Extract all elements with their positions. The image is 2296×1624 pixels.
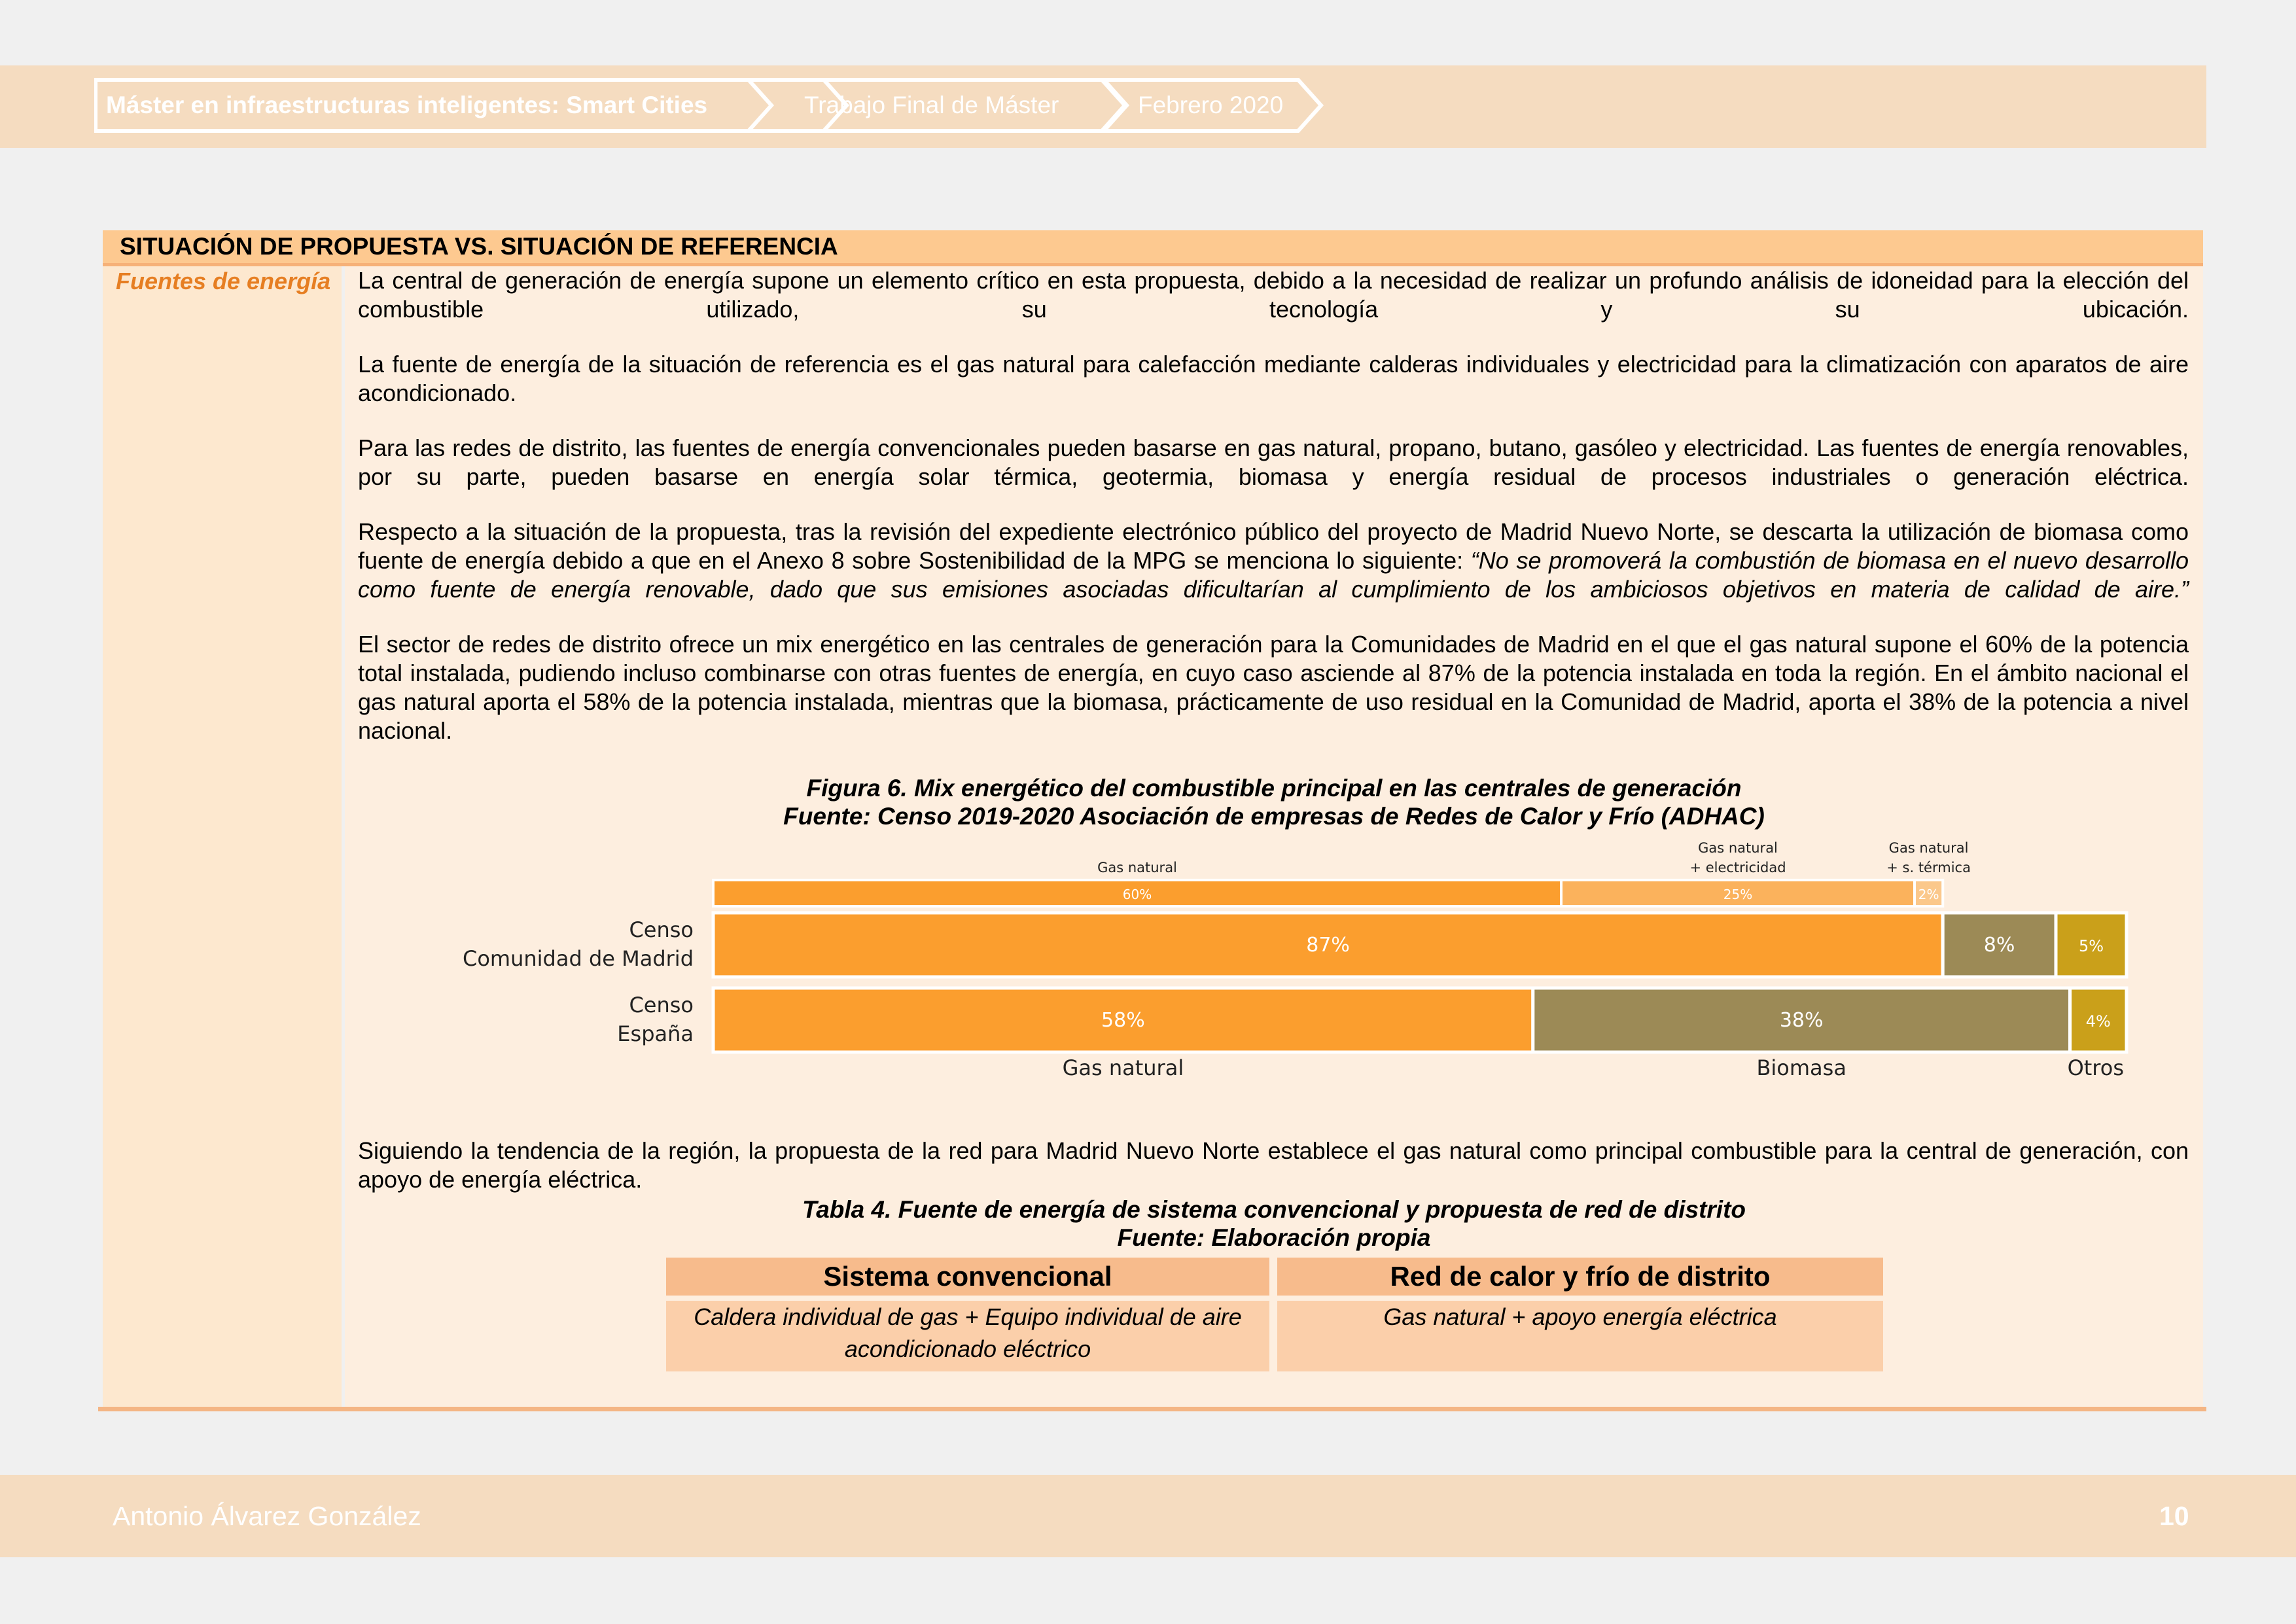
figure-caption: Figura 6. Mix energético del combustible principal en las centrales de generación	[806, 775, 1742, 802]
table-header-cell: Sistema convencional	[666, 1258, 1269, 1296]
category-label: Censo	[629, 993, 694, 1017]
energy-source-table	[666, 1258, 1883, 1373]
bar-value-label: 4%	[2085, 1012, 2111, 1031]
side-label: Fuentes de energía	[116, 268, 331, 294]
footer-author: Antonio Álvarez González	[113, 1501, 421, 1531]
breakdown-value-label: 25%	[1723, 887, 1753, 902]
paragraph: El sector de redes de distrito ofrece un mix energético en las centrales de generación para la Comunidades de Madrid en el que el gas natural supone el 60% de la potencia total instalada, pudiendo incluso combinarse con otras fuentes de energía, en cuyo caso asciende al 87% de la potencia instalada en toda la región. En el ámbito nacional el gas natural aporta el 58% de la potencia instalada, mientras que la biomasa, prácticamente de uso residual en la Comunidad de Madrid, aporta el 38% de la potencia a nivel nacional.	[358, 631, 2189, 744]
quote-text: “No se promoverá la combustión de biomasa en el nuevo desarrollo como fuente de energía renovable, dado que sus emisiones asociadas dificultarían al cumplimiento de los ambiciosos objetivos en materia de calidad de aire.”	[358, 547, 2189, 603]
series-label: Otros	[2067, 1055, 2124, 1080]
breakdown-category-label: Gas natural	[1698, 840, 1778, 856]
bar-value-label: 38%	[1779, 1009, 1824, 1032]
breadcrumb-document: Trabajo Final de Máster	[804, 92, 1059, 118]
table-cell: Gas natural + apoyo energía eléctrica	[1277, 1301, 1883, 1371]
table-header-cell: Red de calor y frío de distrito	[1277, 1258, 1883, 1296]
table-cell: Caldera individual de gas + Equipo individual de aire acondicionado eléctrico	[666, 1301, 1269, 1371]
page-number: 10	[2159, 1501, 2189, 1531]
bar-value-label: 5%	[2078, 937, 2104, 955]
energy-mix-chart	[425, 828, 2192, 1089]
table-caption: Tabla 4. Fuente de energía de sistema convencional y propuesta de red de distrito	[802, 1196, 1746, 1223]
breakdown-category-label: Gas natural	[1097, 860, 1177, 875]
footer-band	[0, 1475, 2296, 1557]
breakdown-category-label: + s. térmica	[1886, 860, 1971, 875]
bar-value-label: 87%	[1306, 934, 1350, 957]
category-label: Comunidad de Madrid	[462, 946, 694, 971]
breakdown-value-label: 2%	[1918, 887, 1939, 902]
paragraph-text: Respecto a la situación de la propuesta, tras la revisión del expediente electrónico público del proyecto de Madrid Nuevo Norte, se descarta la utilización de biomasa como fuente de energía debido a que en el Anexo 8 sobre Sostenibilidad de la MPG se menciona lo siguiente:	[358, 518, 2189, 574]
breadcrumb-program: Máster en infraestructuras inteligentes: Smart Cities	[106, 92, 708, 118]
bar-value-label: 8%	[1983, 934, 2015, 957]
breakdown-value-label: 60%	[1122, 887, 1152, 902]
paragraph: Siguiendo la tendencia de la región, la propuesta de la red para Madrid Nuevo Norte establece el gas natural como principal combustible para la central de generación, con apoyo de energía eléctrica.	[358, 1137, 2189, 1193]
side-column	[103, 266, 342, 1407]
paragraph-with-quote	[358, 518, 2189, 633]
breakdown-category-label: + electricidad	[1689, 860, 1786, 875]
breadcrumb-date: Febrero 2020	[1138, 92, 1284, 118]
category-label: España	[617, 1021, 694, 1046]
section-title: SITUACIÓN DE PROPUESTA VS. SITUACIÓN DE REFERENCIA	[120, 233, 838, 260]
bar-value-label: 58%	[1101, 1009, 1145, 1032]
series-label: Gas natural	[1062, 1055, 1184, 1080]
series-label: Biomasa	[1756, 1055, 1846, 1080]
breadcrumb	[94, 77, 1337, 133]
breakdown-category-label: Gas natural	[1888, 840, 1969, 856]
paragraph: Para las redes de distrito, las fuentes de energía convencionales pueden basarse en gas natural, propano, butano, gasóleo y electricidad. Las fuentes de energía renovables, por su parte, pueden basarse en energía solar térmica, geotermia, biomasa y energía residual de procesos industriales o generación eléctrica.	[358, 434, 2189, 490]
table-source: Fuente: Elaboración propia	[1117, 1224, 1431, 1251]
figure-source: Fuente: Censo 2019-2020 Asociación de empresas de Redes de Calor y Frío (ADHAC)	[783, 803, 1765, 830]
chart-svg	[425, 828, 2192, 1089]
section-header	[103, 230, 2203, 266]
category-label: Censo	[629, 917, 694, 942]
section-bottom-rule	[98, 1407, 2206, 1411]
paragraph: La central de generación de energía supone un elemento crítico en esta propuesta, debido a la necesidad de realizar un profundo análisis de idoneidad para la elección del combustible utilizado, su tecnología y su ubicación.	[358, 267, 2189, 323]
paragraph: La fuente de energía de la situación de referencia es el gas natural para calefacción mediante calderas individuales y electricidad para la climatización con aparatos de aire acondicionado.	[358, 351, 2189, 406]
